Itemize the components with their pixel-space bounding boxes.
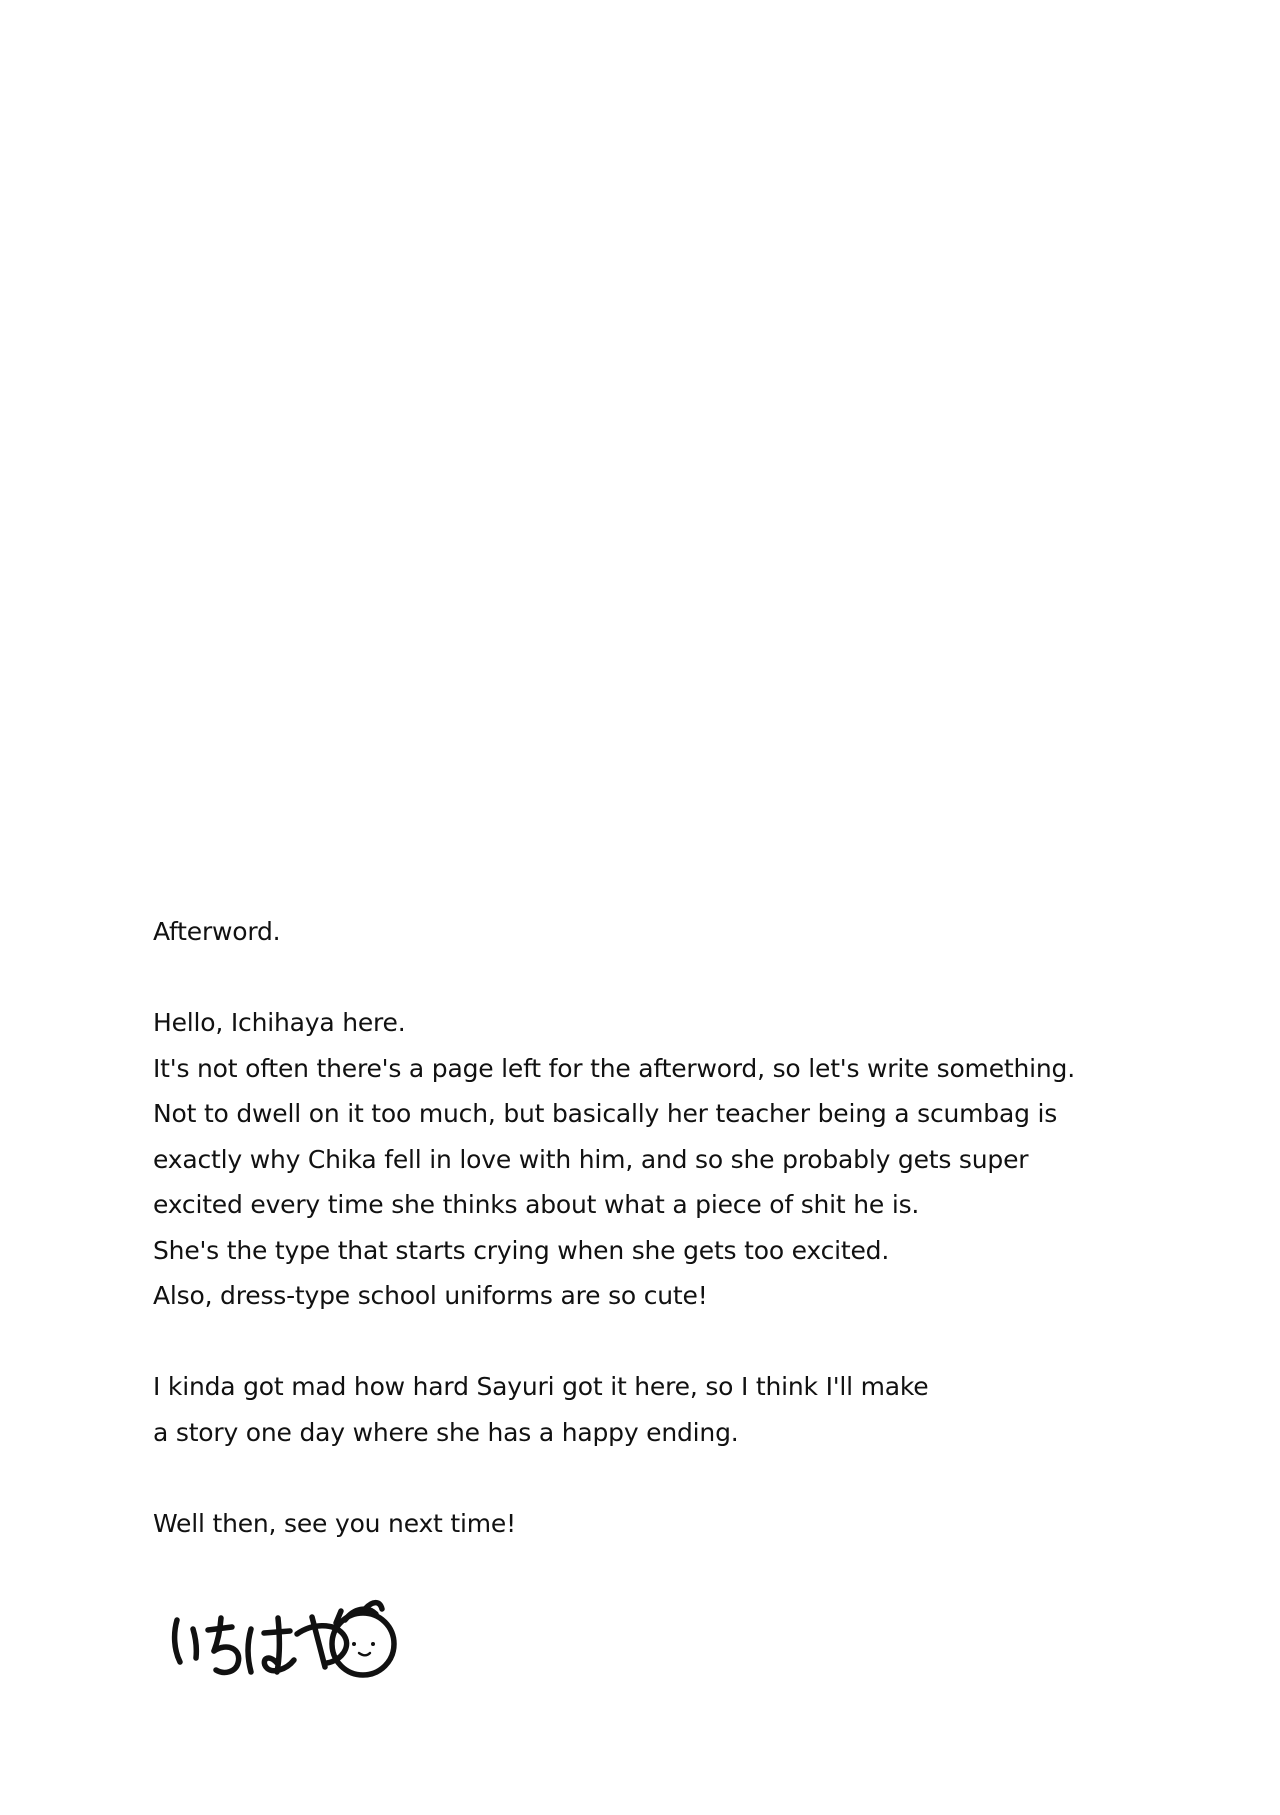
- afterword-text-block: [153, 909, 1153, 1546]
- afterword-line: Hello, Ichihaya here.: [153, 1008, 406, 1037]
- handwritten-signature-icon: [160, 1580, 400, 1690]
- afterword-line: Also, dress-type school uniforms are so cute!: [153, 1281, 708, 1310]
- afterword-line: exactly why Chika fell in love with him, and so she probably gets super: [153, 1144, 1029, 1174]
- afterword-line: excited every time she thinks about what a piece of shit he is.: [153, 1190, 920, 1219]
- afterword-line: Not to dwell on it too much, but basically her teacher being a scumbag is: [153, 1099, 1058, 1128]
- afterword-line: She's the type that starts crying when she gets too excited.: [153, 1235, 890, 1265]
- paragraph-gap: [153, 955, 1153, 1001]
- paragraph-gap: [153, 1455, 1153, 1501]
- afterword-line: I kinda got mad how hard Sayuri got it here, so I think I'll make: [153, 1372, 929, 1401]
- afterword-line: It's not often there's a page left for the afterword, so let's write something.: [153, 1053, 1075, 1083]
- paragraph-gap: [153, 1319, 1153, 1365]
- closing-line: Well then, see you next time!: [153, 1508, 516, 1538]
- afterword-title: Afterword.: [153, 917, 281, 946]
- afterword-line: a story one day where she has a happy ending.: [153, 1417, 739, 1447]
